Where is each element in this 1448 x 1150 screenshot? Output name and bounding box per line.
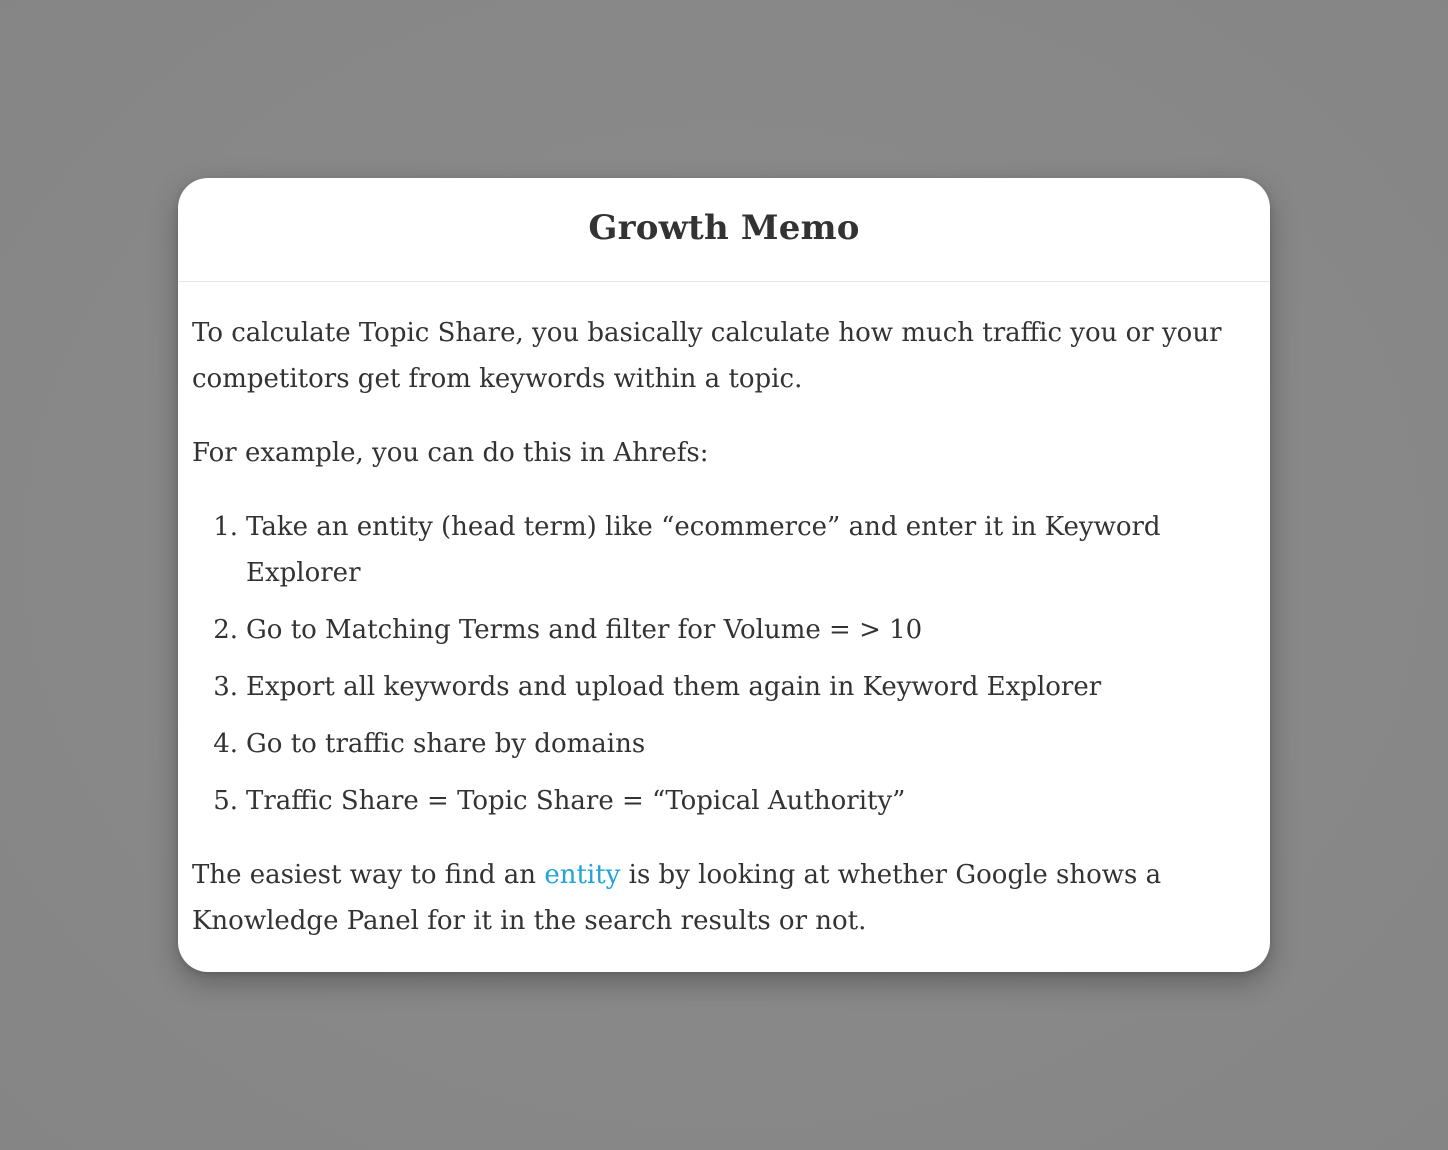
closing-text-before-link: The easiest way to find an [192,860,545,890]
example-lead-paragraph: For example, you can do this in Ahrefs: [192,438,709,468]
list-item [213,664,1256,710]
step-text: Take an entity (head term) like “ecommerce” and enter it in Keyword Explorer [246,512,1161,588]
list-item [213,778,1256,824]
step-text: Go to traffic share by domains [246,729,646,759]
step-number: 4. [213,729,238,759]
list-item [213,607,1256,653]
closing-text-after-link: is by looking at whether Google shows a Knowledge Panel for it in the search results or not. [192,860,1162,936]
intro-paragraph: To calculate Topic Share, you basically calculate how much traffic you or your competitors get from keywords within a topic. [192,318,1222,394]
list-item [213,504,1256,596]
entity-link[interactable]: entity [544,860,621,890]
step-number: 5. [213,786,238,816]
steps-list [192,504,1256,824]
closing-paragraph [192,852,1256,944]
card-body [178,282,1270,944]
step-number: 1. [213,512,238,542]
step-text: Export all keywords and upload them again in Keyword Explorer [246,672,1102,702]
memo-card [178,178,1270,972]
step-number: 2. [213,615,238,645]
card-title: Growth Memo [588,207,860,248]
step-text: Traffic Share = Topic Share = “Topical Authority” [246,786,906,816]
card-header [178,178,1270,282]
step-text: Go to Matching Terms and filter for Volume = > 10 [246,615,923,645]
list-item [213,721,1256,767]
step-number: 3. [213,672,238,702]
